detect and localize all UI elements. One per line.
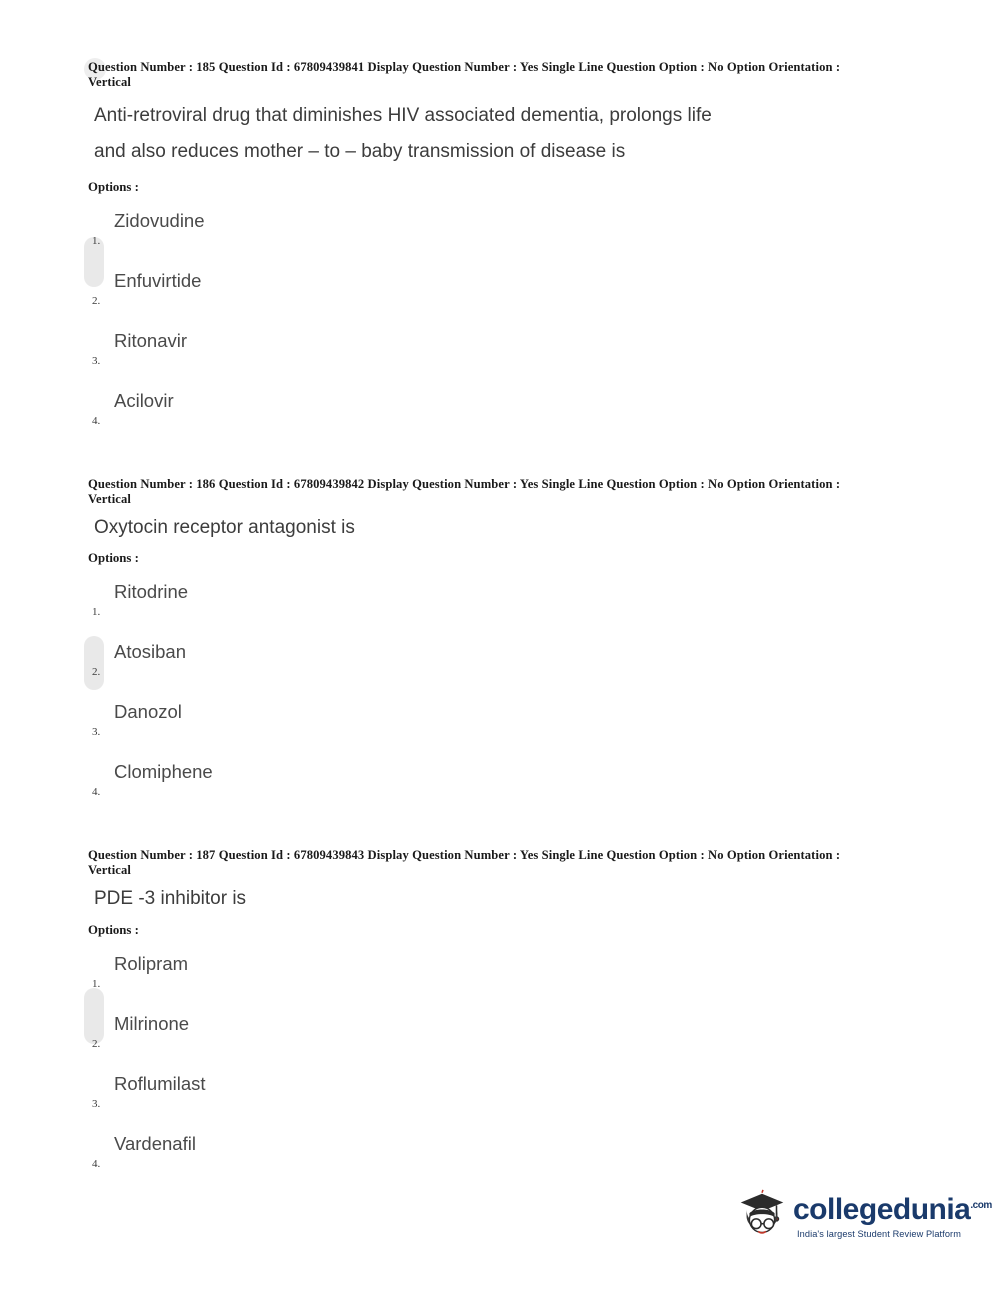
option-text: Roflumilast xyxy=(114,1072,206,1094)
question-list xyxy=(88,60,878,1212)
question-text-line: Anti-retroviral drug that diminishes HIV associated dementia, prolongs life xyxy=(94,104,712,126)
question-block xyxy=(88,477,878,800)
options-label: Options : xyxy=(88,551,139,566)
option-item[interactable] xyxy=(88,209,878,249)
option-number: 1. xyxy=(92,977,101,990)
option-text: Enfuvirtide xyxy=(114,269,202,291)
option-text: Vardenafil xyxy=(114,1132,196,1154)
options-list xyxy=(88,209,878,429)
graduate-mascot-icon xyxy=(733,1187,791,1245)
option-text: Zidovudine xyxy=(114,209,205,231)
option-number: 2. xyxy=(92,666,101,679)
option-item[interactable] xyxy=(88,700,878,740)
option-item[interactable] xyxy=(88,952,878,992)
options-label: Options : xyxy=(88,922,139,937)
option-item[interactable] xyxy=(88,760,878,800)
question-text-line: and also reduces mother – to – baby transmission of disease is xyxy=(94,140,626,162)
watermark-superscript: .com xyxy=(970,1200,992,1211)
option-item[interactable] xyxy=(88,329,878,369)
option-item[interactable] xyxy=(88,269,878,309)
question-block xyxy=(88,60,878,429)
option-item[interactable] xyxy=(88,640,878,680)
option-number: 3. xyxy=(92,726,101,739)
option-item[interactable] xyxy=(88,580,878,620)
option-number: 4. xyxy=(92,786,101,799)
option-number: 4. xyxy=(92,414,101,427)
option-text: Atosiban xyxy=(114,641,186,663)
options-list xyxy=(88,580,878,800)
option-text: Clomiphene xyxy=(114,761,213,783)
question-header: Question Number : 187 Question Id : 67809439843 Display Question Number : Yes Single Line Question Option : No Option Orientation : Vertical xyxy=(88,848,841,878)
question-block xyxy=(88,848,878,1171)
watermark-name: collegedunia$^{.com}$ xyxy=(793,1193,992,1226)
options-label: Options : xyxy=(88,179,139,194)
option-number: 1. xyxy=(92,606,101,619)
option-text: Milrinone xyxy=(114,1012,190,1034)
question-header: Question Number : 186 Question Id : 67809439842 Display Question Number : Yes Single Line Question Option : No Option Orientation : Vertical xyxy=(88,476,841,506)
option-text: Ritonavir xyxy=(114,329,187,351)
question-header: Question Number : 185 Question Id : 67809439841 Display Question Number : Yes Single Line Question Option : No Option Orientation : Vertical xyxy=(88,60,841,89)
options-list xyxy=(88,952,878,1172)
option-number: 2. xyxy=(92,1037,101,1050)
option-number: 3. xyxy=(92,1097,101,1110)
question-text-line: PDE -3 inhibitor is xyxy=(94,887,247,909)
option-text: Danozol xyxy=(114,701,182,723)
watermark-tagline: India's largest Student Review Platform xyxy=(797,1229,961,1239)
option-text: Ritodrine xyxy=(114,581,189,603)
option-number: 3. xyxy=(92,354,101,367)
option-item[interactable] xyxy=(88,1132,878,1172)
question-text-line: Oxytocin receptor antagonist is xyxy=(94,516,355,538)
collegedunia-watermark xyxy=(725,1185,992,1260)
option-number: 4. xyxy=(92,1157,101,1170)
option-item[interactable] xyxy=(88,1012,878,1052)
option-item[interactable] xyxy=(88,1072,878,1112)
option-text: Rolipram xyxy=(114,952,189,974)
option-number: 2. xyxy=(92,294,101,307)
option-number: 1. xyxy=(92,234,101,247)
option-item[interactable] xyxy=(88,389,878,429)
option-text: Acilovir xyxy=(114,389,174,411)
